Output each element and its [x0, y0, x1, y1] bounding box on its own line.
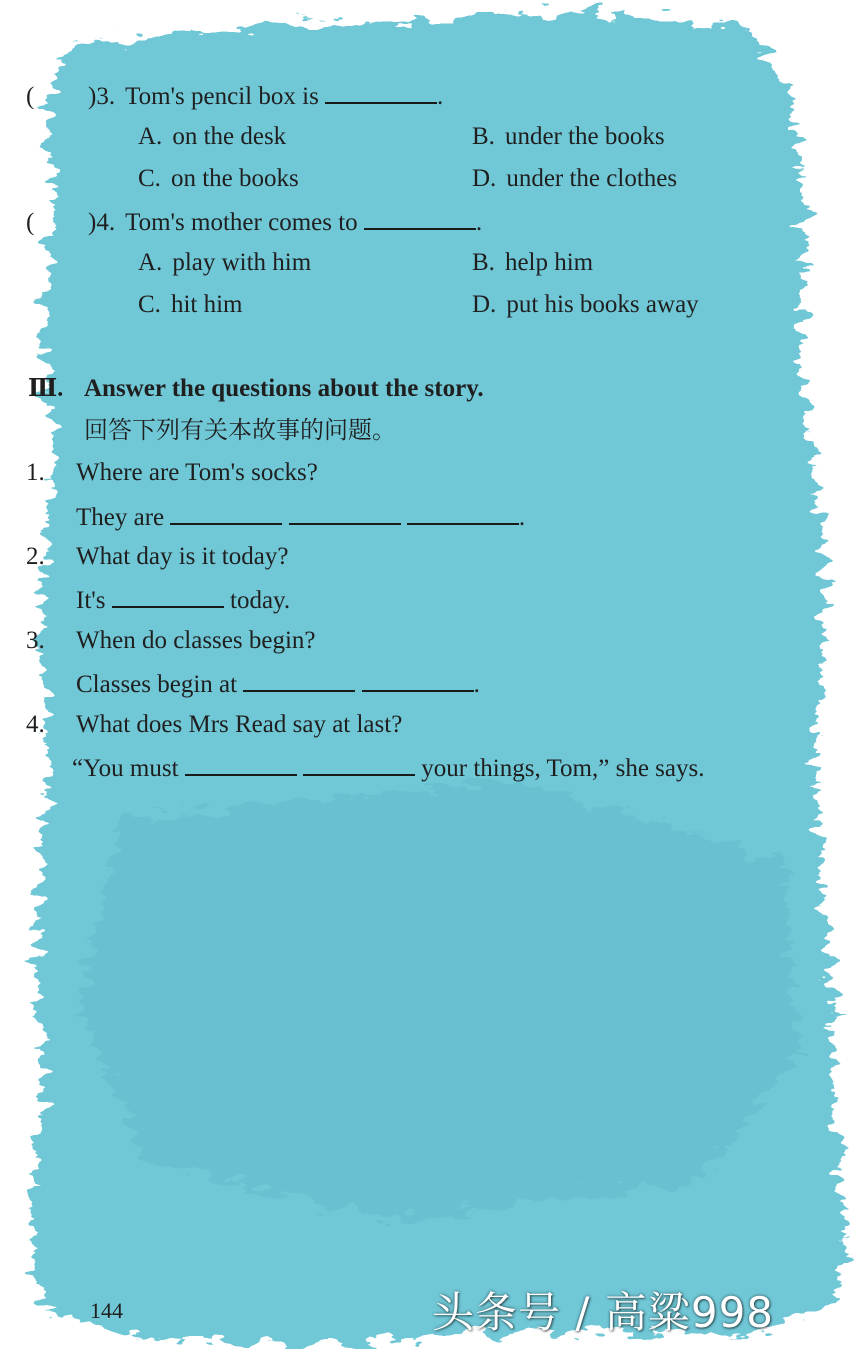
option-4D[interactable]: D. put his books away — [472, 291, 699, 318]
option-3A[interactable]: A. on the desk — [138, 123, 287, 150]
section-subtitle: 回答下列有关本故事的问题。 — [84, 416, 396, 444]
question-2: 2. What day is it today? — [26, 543, 289, 570]
answer-blank[interactable] — [243, 668, 355, 692]
question-number: )4. — [88, 209, 116, 236]
question-stem: Tom's mother comes to — [125, 209, 358, 236]
question-3: 3. When do classes begin? — [26, 627, 316, 654]
question-stem: Tom's pencil box is — [125, 83, 319, 110]
option-3D[interactable]: D. under the clothes — [472, 165, 678, 192]
answer-line-1: They are . — [76, 501, 525, 533]
answer-blank[interactable] — [289, 501, 401, 525]
answer-line-4: “You must your things, Tom,” she says. — [72, 752, 704, 784]
answer-blank[interactable] — [303, 752, 415, 776]
answer-blank[interactable] — [112, 584, 224, 608]
answer-paren[interactable]: ( — [26, 83, 35, 110]
answer-blank[interactable] — [170, 501, 282, 525]
watermark: 头条号 / 高粱998 — [432, 1288, 775, 1337]
question-1: 1. Where are Tom's socks? — [26, 459, 318, 486]
mc-question-3: ( )3. Tom's pencil box is . — [26, 80, 443, 112]
option-4C[interactable]: C. hit him — [138, 291, 243, 318]
section-numeral: Ⅲ. — [28, 376, 64, 402]
mc-question-4: ( )4. Tom's mother comes to . — [26, 206, 482, 238]
question-4: 4. What does Mrs Read say at last? — [26, 711, 403, 738]
section-heading — [28, 374, 484, 404]
page-number: 144 — [90, 1298, 123, 1323]
option-3B[interactable]: B. under the books — [472, 123, 665, 150]
answer-blank[interactable] — [364, 206, 476, 230]
question-number: )3. — [88, 83, 116, 110]
answer-blank[interactable] — [362, 668, 474, 692]
answer-paren[interactable]: ( — [26, 209, 35, 236]
option-3C[interactable]: C. on the books — [138, 165, 299, 192]
answer-line-2: It's today. — [76, 584, 290, 616]
option-4A[interactable]: A. play with him — [138, 249, 312, 276]
answer-blank[interactable] — [325, 80, 437, 104]
answer-blank[interactable] — [407, 501, 519, 525]
section-title: Answer the questions about the story. — [84, 375, 484, 402]
option-4B[interactable]: B. help him — [472, 249, 594, 276]
answer-blank[interactable] — [185, 752, 297, 776]
answer-line-3: Classes begin at . — [76, 668, 480, 700]
